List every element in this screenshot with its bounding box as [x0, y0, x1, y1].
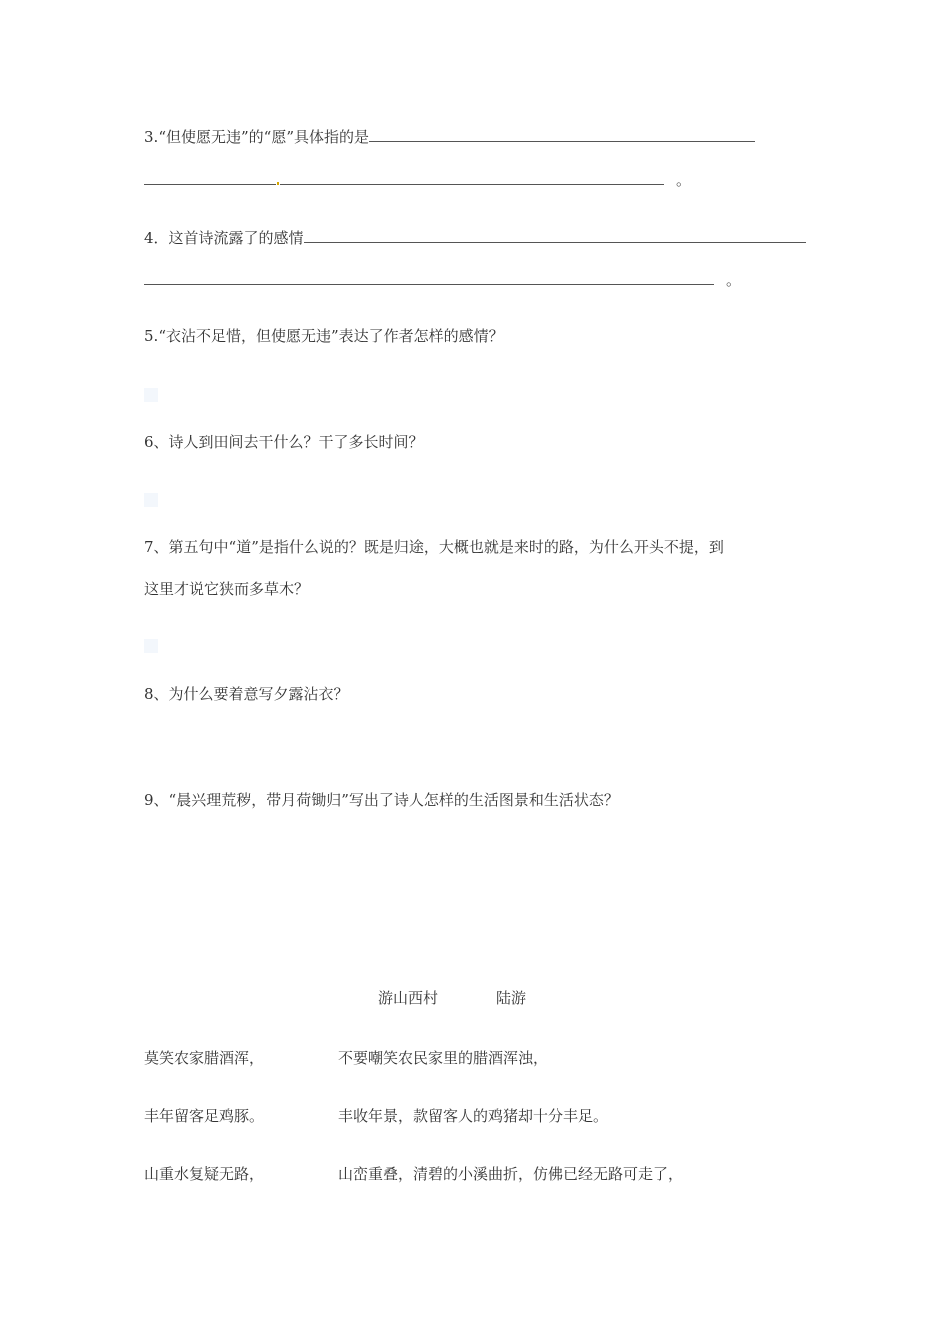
poem-translation: 不要嘲笑农民家里的腊酒浑浊， — [338, 1049, 549, 1067]
poem-translation: 山峦重叠，清碧的小溪曲折，仿佛已经无路可走了， — [338, 1165, 684, 1183]
poem-title-line — [378, 988, 526, 1008]
poem-original: 莫笑农家腊酒浑， — [144, 1049, 265, 1067]
question-9 — [144, 790, 619, 810]
question-4-number: 4． — [144, 229, 169, 247]
answer-blank[interactable] — [304, 228, 806, 243]
answer-blank[interactable] — [369, 127, 755, 142]
question-7-text: 第五句中“道”是指什么说的？既是归途，大概也就是来时的路，为什么开头不提，到 — [168, 538, 724, 556]
question-9-text: “晨兴理荒秽，带月荷锄归”写出了诗人怎样的生活图景和生活状态？ — [168, 791, 619, 809]
question-6 — [144, 432, 424, 452]
question-7-line-2 — [144, 579, 309, 599]
question-3-line-2 — [144, 170, 691, 190]
period-mark: 。 — [726, 271, 742, 289]
question-4-line-1 — [144, 228, 806, 248]
question-3-number: 3. — [144, 128, 159, 146]
cursor-mark — [277, 182, 279, 185]
question-7-line-1 — [144, 537, 724, 557]
answer-space-6[interactable] — [144, 493, 158, 507]
question-5-text: “衣沾不足惜，但使愿无违”表达了作者怎样的感情？ — [158, 327, 504, 345]
poem-original: 丰年留客足鸡豚。 — [144, 1107, 265, 1125]
question-8 — [144, 684, 349, 704]
answer-space-5[interactable] — [144, 388, 158, 402]
question-6-number: 6、 — [144, 433, 169, 451]
question-3-line-1 — [144, 127, 755, 147]
question-8-text: 为什么要着意写夕露沾衣？ — [168, 685, 349, 703]
question-3-text: “但使愿无违”的“愿”具体指的是 — [158, 128, 369, 146]
question-5 — [144, 326, 504, 346]
question-8-number: 8、 — [144, 685, 169, 703]
question-7-text-continued: 这里才说它狭而多草木？ — [144, 580, 310, 598]
question-9-number: 9、 — [144, 791, 169, 809]
poem-translation: 丰收年景，款留客人的鸡猪却十分丰足。 — [338, 1107, 609, 1125]
poem-original: 山重水复疑无路， — [144, 1165, 265, 1183]
question-7-number: 7、 — [144, 538, 169, 556]
answer-blank[interactable] — [144, 270, 714, 285]
question-6-text: 诗人到田间去干什么？干了多长时间？ — [168, 433, 424, 451]
poem-title: 游山西村 — [378, 989, 439, 1007]
period-mark: 。 — [676, 171, 692, 189]
poem-author: 陆游 — [496, 989, 527, 1007]
question-5-number: 5. — [144, 327, 159, 345]
answer-blank[interactable] — [144, 170, 276, 185]
question-4-line-2 — [144, 270, 741, 290]
answer-space-7[interactable] — [144, 639, 158, 653]
question-4-text: 这首诗流露了的感情 — [168, 229, 304, 247]
answer-blank[interactable] — [280, 170, 664, 185]
